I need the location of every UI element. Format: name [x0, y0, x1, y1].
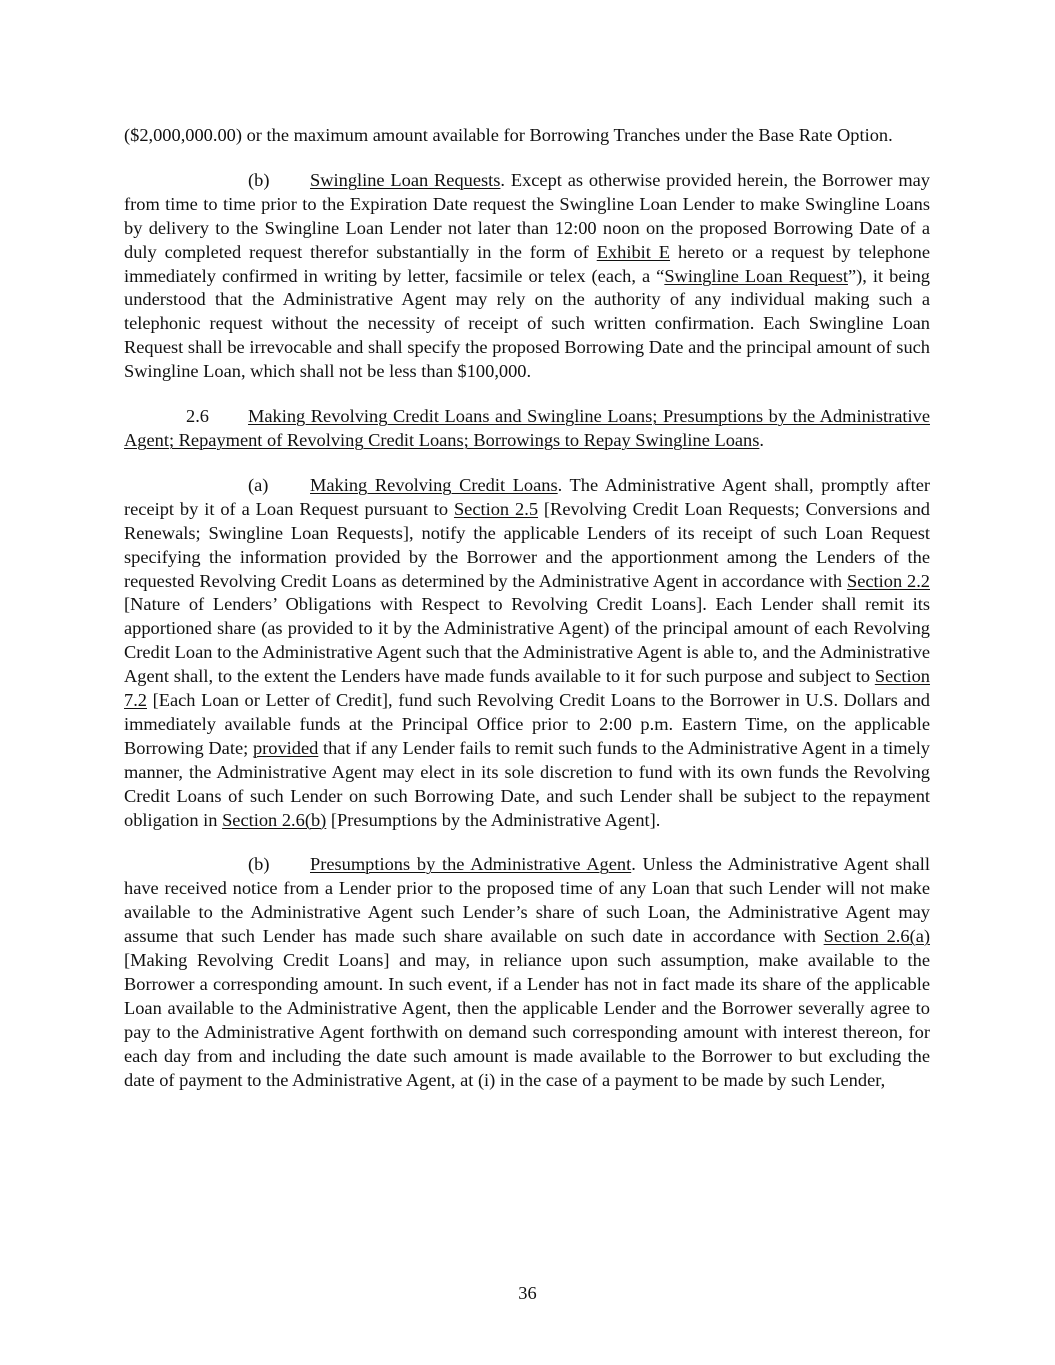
- section-number: 2.6: [186, 406, 209, 427]
- section-reference: Section 2.6(b): [222, 809, 327, 830]
- text-run: that if any Lender fails to remit such funds to the Administrative Agent in a timely manner, the Administrative Agent may elect in its sole discretion to fund with its own funds the Revolving Credit Loans of such Lender on such Borrowing Date, and such Lender shall be subject to the repayment obligation in: [124, 737, 931, 830]
- clause-heading: Swingline Loan Requests: [310, 169, 501, 190]
- section-reference: Section 2.2: [846, 570, 930, 591]
- text-run: [Nature of Lenders’ Obligations with Respect to Revolving Credit Loans]. Each Lender shall remit its apportioned share (as provided to it by the Administrative Agent) of the principal amount of each Revolving Credit Loan to the Administrative Agent such that the Administrative Agent is able to, and the Administrative Agent shall, to the extent the Lenders have made funds available to it for such purpose and subject to: [124, 594, 930, 687]
- exhibit-reference: Exhibit E: [596, 241, 671, 262]
- page-number: 36: [518, 1283, 537, 1303]
- paragraph-text: ($2,000,000.00) or the maximum amount available for Borrowing Tranches under the Base Rate Option.: [124, 125, 893, 145]
- paragraph-swingline-loan-requests: [124, 169, 930, 384]
- section-title: Making Revolving Credit Loans and Swingline Loans; Presumptions by the Administrative Agent; Repayment of Revolving Credit Loans; Borrowings to Repay Swingline Loans: [124, 406, 930, 450]
- clause-number: (b): [248, 169, 270, 190]
- text-run: [Revolving Credit Loan Requests; Conversions and Renewals; Swingline Loan Requests], notify the applicable Lenders of its receipt of such Loan Request specifying the information provided by the Borrower and the apportionment among the Lenders of the requested Revolving Credit Loans as determined by the Administrative Agent in accordance with: [124, 498, 930, 591]
- section-reference: Section 2.5: [453, 498, 539, 519]
- section-heading-2-6: [124, 405, 930, 453]
- defined-term: Swingline Loan Request: [664, 265, 848, 286]
- paragraph-continuation: [124, 124, 930, 148]
- clause-number: (b): [248, 854, 270, 875]
- section-reference: Section 2.6(a): [823, 926, 930, 947]
- paragraph-making-revolving-credit-loans: [124, 474, 930, 833]
- proviso-term: provided: [252, 737, 319, 758]
- text-run: .: [759, 429, 765, 450]
- paragraph-presumptions: [124, 853, 930, 1092]
- text-run: [Presumptions by the Administrative Agent].: [326, 809, 661, 830]
- document-body: [124, 124, 930, 1093]
- section-reference: Section 7.2: [124, 666, 930, 711]
- text-run: hereto or a request by telephone immediately confirmed in writing by letter, facsimile or telex (each, a “: [124, 241, 930, 286]
- text-run: . Except as otherwise provided herein, the Borrower may from time to time prior to the Expiration Date request the Swingline Loan Lender to make Swingline Loans by delivery to the Swingline Loan Lender not later than 12:00 noon on the proposed Borrowing Date of a duly completed request therefor substantially in the form of: [124, 169, 930, 262]
- clause-heading: Making Revolving Credit Loans: [310, 474, 558, 495]
- text-run: [Making Revolving Credit Loans] and may, in reliance upon such assumption, make available to the Borrower a corresponding amount. In such event, if a Lender has not in fact made its share of the applicable Loan available to the Administrative Agent, then the applicable Lender and the Borrower severally agree to pay to the Administrative Agent forthwith on demand such corresponding amount with interest thereon, for each day from and including the date such amount is made available to the Borrower to but excluding the date of payment to the Administrative Agent, at (i) in the case of a payment to be made by such Lender,: [124, 950, 930, 1090]
- text-run: . The Administrative Agent shall, promptly after receipt by it of a Loan Request pursuant to: [124, 474, 930, 519]
- text-run: ”), it being understood that the Administrative Agent may rely on the authority of any individual making such a telephonic request without the necessity of receipt of such written confirmation. Each Swingline Loan Request shall be irrevocable and shall specify the proposed Borrowing Date and the principal amount of such Swingline Loan, which shall not be less than $100,000.: [124, 265, 930, 382]
- clause-heading: Presumptions by the Administrative Agent: [310, 854, 632, 875]
- text-run: [Each Loan or Letter of Credit], fund such Revolving Credit Loans to the Borrower in U.S. Dollars and immediately available funds at the Principal Office prior to 2:00 p.m. Eastern Time, on the applicable Borrowing Date;: [124, 690, 930, 758]
- text-run: . Unless the Administrative Agent shall have received notice from a Lender prior to the proposed time of any Loan that such Lender will not make available to the Administrative Agent such Lender’s share of such Loan, the Administrative Agent may assume that such Lender has made such share available on such date in accordance with: [124, 854, 931, 947]
- clause-number: (a): [248, 474, 269, 495]
